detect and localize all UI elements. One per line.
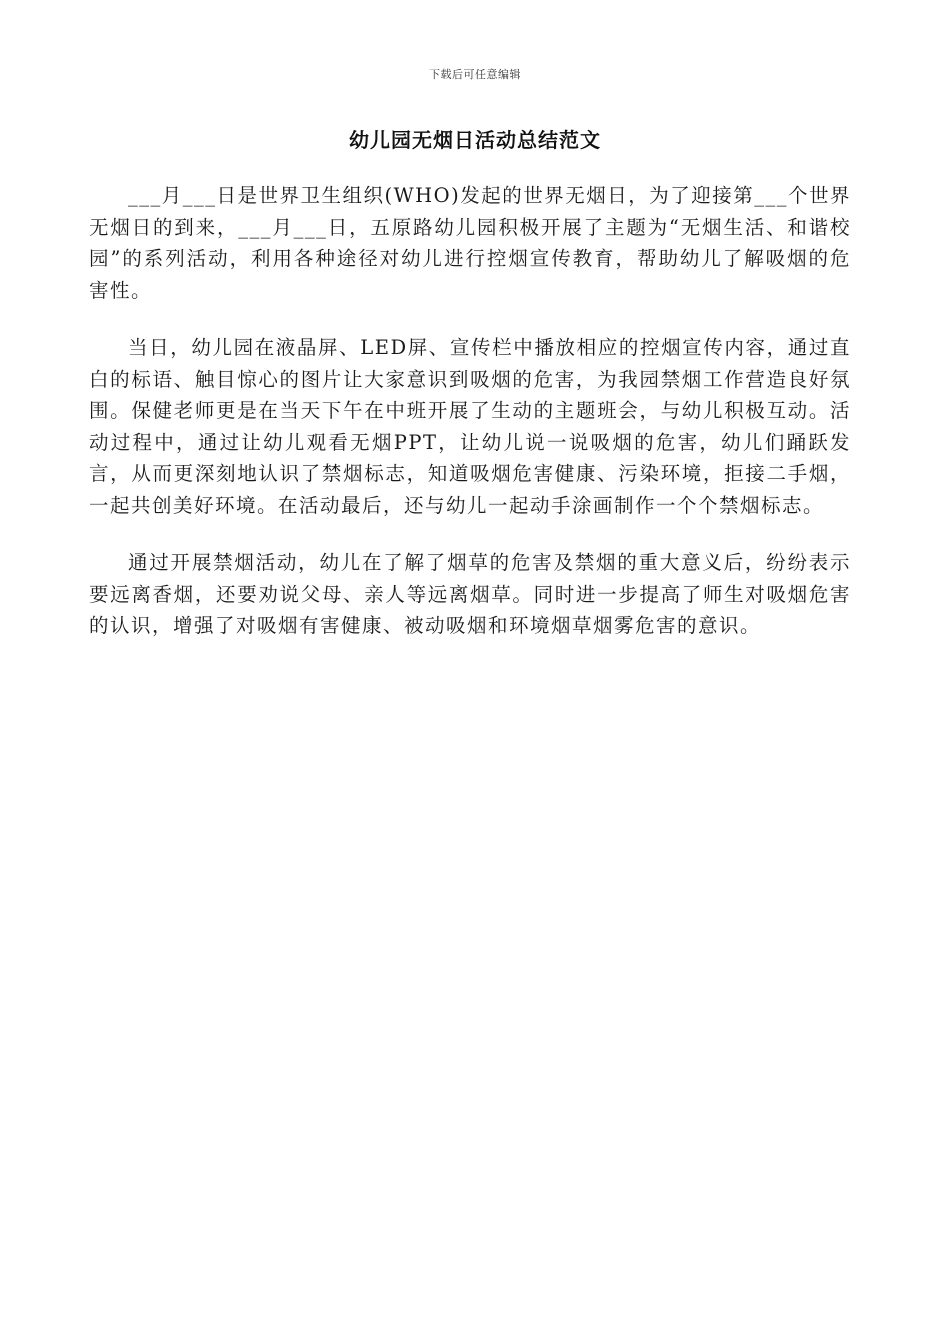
paragraph-1: ___月___日是世界卫生组织(WHO)发起的世界无烟日，为了迎接第___个世界无烟日的到来，___月___日，五原路幼儿园积极开展了主题为“无烟生活、和谐校园”的系列活动，利用各种途径对幼儿进行控烟宣传教育，帮助幼儿了解吸烟的危害性。 xyxy=(89,184,852,302)
paragraph-3: 通过开展禁烟活动，幼儿在了解了烟草的危害及禁烟的重大意义后，纷纷表示要远离香烟，还要劝说父母、亲人等远离烟草。同时进一步提高了师生对吸烟危害的认识，增强了对吸烟有害健康、被动吸烟和环境烟草烟雾危害的意识。 xyxy=(89,551,851,637)
document-title: 幼儿园无烟日活动总结范文 xyxy=(349,128,601,152)
header-note: 下载后可任意编辑 xyxy=(429,68,521,81)
paragraph-2: 当日，幼儿园在液晶屏、LED屏、宣传栏中播放相应的控烟宣传内容，通过直白的标语、触目惊心的图片让大家意识到吸烟的危害，为我园禁烟工作营造良好氛围。保健老师更是在当天下午在中班开展了生动的主题班会，与幼儿积极互动。活动过程中，通过让幼儿观看无烟PPT，让幼儿说一说吸烟的危害，幼儿们踊跃发言，从而更深刻地认识了禁烟标志，知道吸烟危害健康、污染环境，拒接二手烟，一起共创美好环境。在活动最后，还与幼儿一起动手涂画制作一个个禁烟标志。 xyxy=(89,336,851,517)
document-body xyxy=(89,180,851,668)
